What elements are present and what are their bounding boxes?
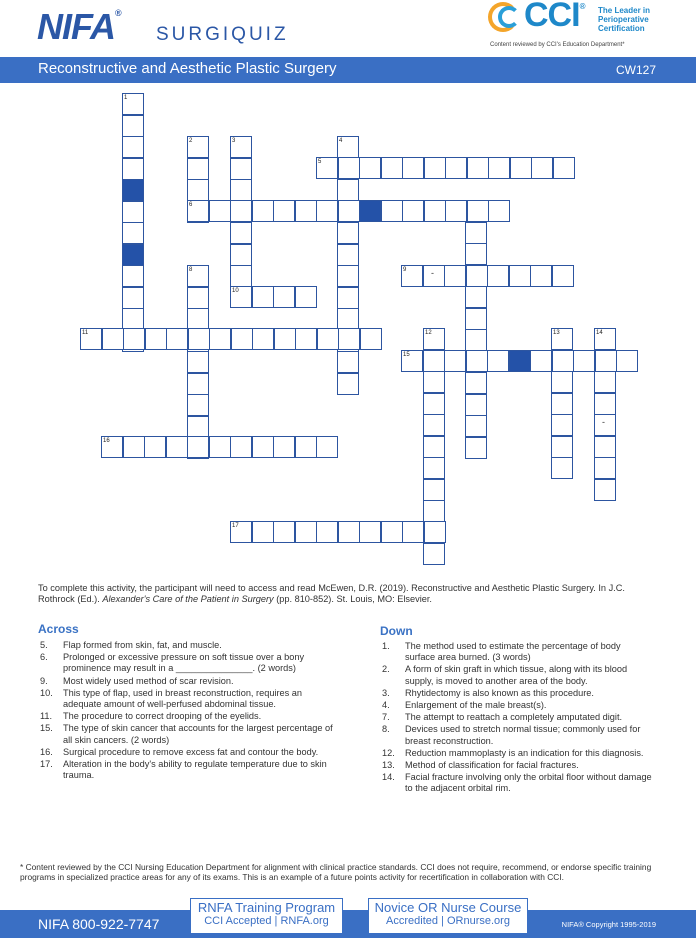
crossword-cell[interactable] <box>509 265 531 287</box>
clue-number: 14. <box>382 772 395 783</box>
across-clue-9 <box>40 676 340 687</box>
nifa-phone: NIFA 800-922-7747 <box>38 916 160 932</box>
crossword-cell[interactable] <box>552 350 574 372</box>
clue-text: The method used to estimate the percentage of body surface area burned. (3 words) <box>405 641 621 663</box>
crossword-cell[interactable] <box>402 200 424 222</box>
crossword-block <box>122 179 144 201</box>
crossword-block <box>359 200 381 222</box>
rnfa-program-title: RNFA Training Program <box>197 900 336 915</box>
crossword-cell[interactable] <box>551 328 573 350</box>
crossword-cell[interactable] <box>316 200 338 222</box>
crossword-cell[interactable] <box>187 200 209 222</box>
clue-number-label: 4 <box>339 138 343 144</box>
crossword-cell[interactable] <box>187 179 209 201</box>
crossword-cell[interactable] <box>231 328 253 350</box>
crossword-cell[interactable] <box>252 436 274 458</box>
crossword-cell[interactable] <box>273 200 295 222</box>
crossword-cell[interactable] <box>423 543 445 565</box>
crossword-cell[interactable] <box>187 394 209 416</box>
crossword-cell[interactable] <box>444 350 466 372</box>
crossword-cell[interactable] <box>337 244 359 266</box>
clue-text: The procedure to correct drooping of the eyelids. <box>63 711 262 722</box>
crossword-cell[interactable] <box>316 157 338 179</box>
down-heading: Down <box>380 624 413 638</box>
crossword-cell[interactable] <box>594 371 616 393</box>
crossword-cell[interactable] <box>122 265 144 287</box>
crossword-cell[interactable] <box>230 521 252 543</box>
crossword-cell[interactable] <box>551 371 573 393</box>
crossword-cell[interactable] <box>381 200 403 222</box>
crossword-cell[interactable] <box>381 157 403 179</box>
down-clue-13 <box>382 760 652 771</box>
crossword-cell[interactable] <box>466 265 488 287</box>
crossword-cell[interactable] <box>594 414 616 436</box>
clue-number-label: 8 <box>189 267 193 273</box>
crossword-cell[interactable] <box>465 243 487 265</box>
clue-number-label: 1 <box>124 95 128 101</box>
crossword-cell[interactable] <box>209 328 231 350</box>
crossword-cell[interactable] <box>122 201 144 223</box>
crossword-cell[interactable] <box>209 200 231 222</box>
crossword-cell[interactable] <box>553 157 575 179</box>
crossword-cell[interactable] <box>423 393 445 415</box>
crossword-cell[interactable] <box>122 115 144 137</box>
clue-text: Reduction mammoplasty is an indication for this diagnosis. <box>405 747 644 758</box>
cci-logo <box>488 2 688 54</box>
cci-tagline: The Leader in Perioperative Certification <box>598 6 651 33</box>
clue-text: Rhytidectomy is also known as this procedure. <box>405 687 594 698</box>
crossword-cell[interactable] <box>188 328 210 350</box>
down-clue-7 <box>382 712 652 723</box>
clue-number: 4. <box>382 700 390 711</box>
novice-course-sub: Accredited | ORnurse.org <box>386 915 510 927</box>
clue-text: The type of skin cancer that accounts for the largest percentage of all skin cancers. (2 words) <box>63 723 333 745</box>
clue-number-label: 6 <box>189 202 193 208</box>
crossword-cell[interactable] <box>551 436 573 458</box>
rnfa-program-box[interactable] <box>190 898 343 934</box>
crossword-cell[interactable] <box>274 328 296 350</box>
across-clue-15 <box>40 723 340 745</box>
crossword-cell[interactable] <box>101 436 123 458</box>
footnote: * Content reviewed by the CCI Nursing Education Department for alignment with clinical practice standards. CCI does not require, recommend, or endorse specific training programs in specialized practice areas for any of its exams. This is an example of a future points activity for recertification in collaboration with CCI. <box>20 862 652 882</box>
clue-number-label: 13 <box>553 330 560 336</box>
rnfa-program-sub: CCI Accepted | RNFA.org <box>204 915 329 927</box>
cci-arc-inner-icon <box>498 6 520 28</box>
down-clue-12 <box>382 748 652 759</box>
crossword-cell[interactable] <box>273 436 295 458</box>
crossword-cell[interactable] <box>466 350 488 372</box>
cci-wordmark: CCI® <box>524 0 585 34</box>
crossword-cell[interactable] <box>552 265 574 287</box>
clue-text: This type of flap, used in breast reconstruction, requires an adequate amount of well-perfused abdominal tissue. <box>63 687 303 710</box>
across-clues <box>40 640 340 782</box>
crossword-cell[interactable] <box>166 328 188 350</box>
crossword-cell[interactable] <box>338 157 360 179</box>
crossword-cell[interactable] <box>230 136 252 158</box>
crossword-cell[interactable] <box>144 436 166 458</box>
crossword-cell[interactable] <box>401 350 423 372</box>
instructions <box>38 583 658 605</box>
clue-number: 15. <box>40 723 53 734</box>
crossword-cell[interactable] <box>273 521 295 543</box>
clue-number-label: 17 <box>232 523 239 529</box>
clue-text: The attempt to reattach a completely amputated digit. <box>405 712 623 723</box>
crossword-cell[interactable] <box>465 222 487 244</box>
crossword-cell[interactable] <box>209 436 231 458</box>
crossword-cell[interactable] <box>424 521 446 543</box>
page-header <box>0 0 696 56</box>
clue-number-label: 2 <box>189 138 193 144</box>
crossword-cell[interactable] <box>230 244 252 266</box>
crossword-cell[interactable] <box>551 414 573 436</box>
crossword-cell[interactable] <box>360 328 382 350</box>
crossword-cell[interactable] <box>359 157 381 179</box>
across-clue-11 <box>40 711 340 722</box>
crossword-cell[interactable] <box>102 328 124 350</box>
crossword-cell[interactable] <box>423 500 445 522</box>
crossword-cell[interactable] <box>337 136 359 158</box>
crossword-cell[interactable] <box>187 287 209 309</box>
novice-course-title: Novice OR Nurse Course <box>374 900 522 915</box>
clue-number-label: 11 <box>82 330 89 336</box>
crossword-cell[interactable] <box>187 351 209 373</box>
crossword-cell[interactable] <box>145 328 167 350</box>
crossword-cell[interactable] <box>252 328 274 350</box>
crossword-cell[interactable] <box>465 329 487 351</box>
crossword-cell[interactable] <box>530 350 552 372</box>
crossword-cell[interactable] <box>122 287 144 309</box>
crossword-cell[interactable] <box>316 521 338 543</box>
clue-number: 9. <box>40 675 48 686</box>
crossword-cell[interactable] <box>381 521 403 543</box>
crossword-cell[interactable] <box>488 157 510 179</box>
clue-number: 5. <box>40 640 48 650</box>
clue-text: Alteration in the body's ability to regulate temperature due to skin trauma. <box>63 759 327 781</box>
crossword-cell[interactable] <box>337 351 359 373</box>
crossword-cell[interactable] <box>187 308 209 330</box>
clue-text: Facial fracture involving only the orbital floor without damage to the adjacent orbital rim. <box>405 772 652 794</box>
across-heading: Across <box>38 622 79 636</box>
page-title: Reconstructive and Aesthetic Plastic Surgery <box>38 60 337 77</box>
clue-number: 7. <box>382 712 390 723</box>
crossword-cell[interactable] <box>295 436 317 458</box>
crossword-cell[interactable] <box>424 200 446 222</box>
crossword-cell[interactable] <box>187 416 209 438</box>
down-clue-2 <box>382 664 652 686</box>
clue-text: Enlargement of the male breast(s). <box>405 700 547 711</box>
crossword-cell[interactable] <box>423 457 445 479</box>
crossword-cell[interactable] <box>402 521 424 543</box>
crossword-cell[interactable] <box>337 308 359 330</box>
crossword-cell[interactable] <box>122 93 144 115</box>
clue-number-label: 10 <box>232 288 239 294</box>
down-clue-14 <box>382 772 652 794</box>
clue-number: 8. <box>382 724 390 735</box>
crossword-cell[interactable] <box>423 328 445 350</box>
across-clue-17 <box>40 759 340 781</box>
down-clue-3 <box>382 688 652 699</box>
crossword-cell[interactable] <box>187 265 209 287</box>
clue-number: 2. <box>382 664 390 675</box>
clue-number: 16. <box>40 746 53 757</box>
cci-review-note: Content reviewed by CCI's Education Department* <box>490 42 625 48</box>
clue-number-label: 5 <box>318 159 322 165</box>
crossword-cell[interactable] <box>338 328 360 350</box>
crossword-cell[interactable] <box>423 436 445 458</box>
clue-number: 1. <box>382 641 390 651</box>
crossword-cell[interactable] <box>337 287 359 309</box>
crossword-cell[interactable] <box>80 328 102 350</box>
nifa-logo: NIFA® <box>37 6 121 47</box>
crossword-cell[interactable] <box>423 414 445 436</box>
down-clue-1 <box>382 641 652 663</box>
clue-text: A form of skin graft in which tissue, along with its blood supply, is moved to another area of the body. <box>405 664 628 686</box>
down-clue-4 <box>382 700 652 711</box>
crossword-cell[interactable] <box>423 371 445 393</box>
activity-code: CW127 <box>615 63 656 77</box>
crossword-cell[interactable] <box>252 286 274 308</box>
clue-number-label: 16 <box>103 438 110 444</box>
crossword-cell[interactable] <box>595 350 617 372</box>
across-clue-16 <box>40 747 340 758</box>
crossword-cell[interactable] <box>510 157 532 179</box>
crossword-cell[interactable] <box>465 286 487 308</box>
crossword-cell[interactable] <box>401 265 423 287</box>
crossword-cell[interactable] <box>465 308 487 330</box>
crossword-cell[interactable] <box>122 222 144 244</box>
clue-number: 12. <box>382 747 395 758</box>
clue-number: 6. <box>40 652 48 663</box>
across-clue-10 <box>40 688 340 710</box>
instructions-text: To complete this activity, the participant will need to access and read McEwen, D.R. (2019). Reconstructive and Aesthetic Plastic Surgery. In J.C. Rothrock (Ed.). <box>38 583 625 604</box>
crossword-block <box>122 244 144 266</box>
page-footer <box>0 900 696 938</box>
crossword-cell[interactable] <box>316 436 338 458</box>
novice-course-box[interactable] <box>368 898 528 934</box>
crossword-block <box>509 350 531 372</box>
crossword-cell[interactable] <box>338 521 360 543</box>
clue-number-label: 3 <box>232 138 236 144</box>
crossword-cell[interactable] <box>423 350 445 372</box>
clue-text: Prolonged or excessive pressure on soft tissue over a bony prominence may result in a _______________. (2 words) <box>63 652 305 674</box>
crossword-cell[interactable] <box>465 415 487 437</box>
crossword-cell[interactable] <box>573 350 595 372</box>
crossword-cell[interactable] <box>230 222 252 244</box>
crossword-cell[interactable] <box>187 158 209 180</box>
crossword-cell[interactable] <box>487 350 509 372</box>
crossword-cell[interactable] <box>187 136 209 158</box>
crossword-cell[interactable] <box>551 457 573 479</box>
clue-number: 11. <box>40 711 53 722</box>
crossword-cell[interactable] <box>187 373 209 395</box>
crossword-cell[interactable] <box>359 521 381 543</box>
crossword-cell[interactable] <box>230 265 252 287</box>
crossword-cell[interactable] <box>424 157 446 179</box>
crossword-cell[interactable] <box>295 328 317 350</box>
clue-text: Devices used to stretch normal tissue; commonly used for breast reconstruction. <box>405 724 641 746</box>
crossword-cell[interactable] <box>123 328 145 350</box>
down-clues <box>382 641 652 796</box>
crossword-cell[interactable] <box>252 200 274 222</box>
crossword-cell[interactable] <box>551 393 573 415</box>
crossword-cell[interactable] <box>594 393 616 415</box>
crossword-cell[interactable] <box>295 286 317 308</box>
crossword-cell[interactable] <box>317 328 339 350</box>
crossword-cell[interactable] <box>402 157 424 179</box>
crossword-cell[interactable] <box>337 179 359 201</box>
crossword-cell[interactable] <box>616 350 638 372</box>
clue-number: 17. <box>40 759 53 770</box>
crossword-cell[interactable] <box>230 436 252 458</box>
clue-number-label: 14 <box>596 330 603 336</box>
crossword-cell[interactable] <box>594 328 616 350</box>
crossword-cell[interactable] <box>123 436 145 458</box>
clue-number: 13. <box>382 760 395 771</box>
crossword-cell[interactable] <box>295 521 317 543</box>
title-bar <box>0 57 696 83</box>
instructions-citation: (pp. 810-852). St. Louis, MO: Elsevier. <box>273 594 432 604</box>
clue-text: Flap formed from skin, fat, and muscle. <box>63 640 222 650</box>
crossword-cell[interactable] <box>230 200 252 222</box>
clue-number: 3. <box>382 687 390 698</box>
crossword-cell[interactable] <box>531 157 553 179</box>
crossword-cell[interactable] <box>273 286 295 308</box>
crossword-cell[interactable] <box>230 179 252 201</box>
surgiquiz-label: SURGIQUIZ <box>156 24 289 45</box>
crossword-cell[interactable] <box>530 265 552 287</box>
hyphen-mark: - <box>602 417 605 427</box>
crossword-cell[interactable] <box>230 286 252 308</box>
crossword-cell[interactable] <box>423 479 445 501</box>
crossword-cell[interactable] <box>445 157 467 179</box>
crossword-cell[interactable] <box>423 265 445 287</box>
crossword-cell[interactable] <box>337 265 359 287</box>
crossword-cell[interactable] <box>445 200 467 222</box>
crossword-cell[interactable] <box>230 158 252 180</box>
crossword-cell[interactable] <box>594 457 616 479</box>
crossword-cell[interactable] <box>465 394 487 416</box>
crossword-cell[interactable] <box>252 521 274 543</box>
crossword-cell[interactable] <box>337 373 359 395</box>
crossword-cell[interactable] <box>487 265 509 287</box>
crossword-cell[interactable] <box>122 136 144 158</box>
crossword-cell[interactable] <box>465 372 487 394</box>
hyphen-mark: - <box>431 268 434 278</box>
crossword-cell[interactable] <box>166 436 188 458</box>
clue-text: Surgical procedure to remove excess fat and contour the body. <box>63 746 319 757</box>
clue-number-label: 15 <box>403 352 410 358</box>
crossword-cell[interactable] <box>488 200 510 222</box>
crossword-cell[interactable] <box>465 437 487 459</box>
copyright: NIFA® Copyright 1995-2019 <box>561 920 656 929</box>
crossword-cell[interactable] <box>122 308 144 330</box>
crossword-cell[interactable] <box>467 200 489 222</box>
down-clue-8 <box>382 724 652 746</box>
clue-number-label: 9 <box>403 267 407 273</box>
crossword-cell[interactable] <box>594 479 616 501</box>
book-title: Alexander's Care of the Patient in Surgery <box>102 594 274 604</box>
crossword-cell[interactable] <box>295 200 317 222</box>
crossword-cell[interactable] <box>444 265 466 287</box>
crossword-cell[interactable] <box>338 200 360 222</box>
crossword-cell[interactable] <box>594 436 616 458</box>
clue-number-label: 12 <box>425 330 432 336</box>
clue-number: 10. <box>40 687 53 698</box>
crossword-cell[interactable] <box>187 436 209 458</box>
clue-text: Method of classification for facial fractures. <box>405 760 579 771</box>
crossword-cell[interactable] <box>337 222 359 244</box>
crossword-cell[interactable] <box>467 157 489 179</box>
crossword-cell[interactable] <box>122 158 144 180</box>
across-clue-6 <box>40 652 340 674</box>
across-clue-5 <box>40 640 340 651</box>
clue-text: Most widely used method of scar revision. <box>63 675 234 686</box>
